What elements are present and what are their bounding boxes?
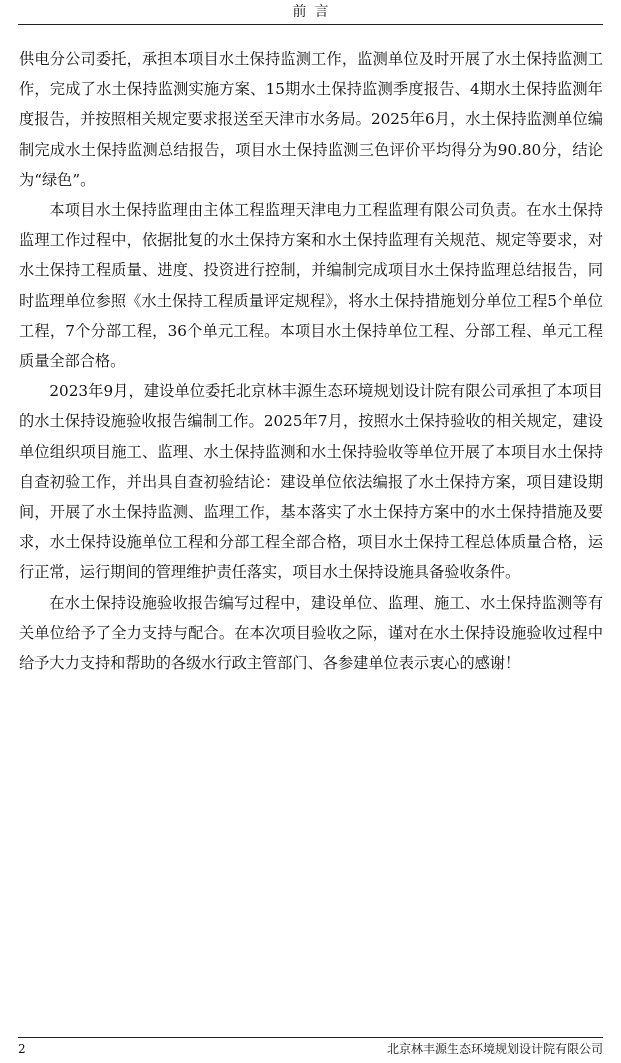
page-header bbox=[18, 0, 603, 25]
body-paragraph: 在水土保持设施验收报告编写过程中，建设单位、监理、施工、水土保持监测等有关单位给予了全力支持与配合。在本次项目验收之际，谨对在水土保持设施验收过程中给予大力支持和帮助的各级水行政主管部门、各参建单位表示衷心的感谢！ bbox=[19, 593, 603, 673]
footer-company-name: 北京林丰源生态环境规划设计院有限公司 bbox=[386, 1042, 603, 1056]
page-number: 2 bbox=[18, 1042, 26, 1056]
page-footer bbox=[18, 1037, 603, 1060]
body-paragraph: 供电分公司委托，承担本项目水土保持监测工作，监测单位及时开展了水土保持监测工作，完成了水土保持监测实施方案、15期水土保持监测季度报告、4期水土保持监测年度报告，并按照相关规定要求报送至天津市水务局。2025年6月，水土保持监测单位编制完成水土保持监测总结报告，项目水土保持监测三色评价平均得分为90.80分，结论为“绿色”。 bbox=[19, 50, 603, 189]
body-paragraph: 2023年9月，建设单位委托北京林丰源生态环境规划设计院有限公司承担了本项目的水土保持设施验收报告编制工作。2025年7月，按照水土保持验收的相关规定，建设单位组织项目施工、监理、水土保持监测和水土保持验收等单位开展了本项目水土保持自查初验工作，并出具自查初验结论：建设单位依法编报了水土保持方案，项目建设期间，开展了水土保持监测、监理工作，基本落实了水土保持方案中的水土保持措施及要求，水土保持设施单位工程和分部工程全部合格，项目水土保持工程总体质量合格，运行正常，运行期间的管理维护责任落实，项目水土保持设施具备验收条件。 bbox=[19, 382, 603, 582]
page-body bbox=[19, 44, 603, 678]
body-paragraph: 本项目水土保持监理由主体工程监理天津电力工程监理有限公司负责。在水土保持监理工作过程中，依据批复的水土保持方案和水土保持监理有关规范、规定等要求，对水土保持工程质量、进度、投资进行控制，并编制完成项目水土保持监理总结报告，同时监理单位参照《水土保持工程质量评定规程》，将水土保持措施划分单位工程5个单位工程，7个分部工程，36个单元工程。本项目水土保持单位工程、分部工程、单元工程质量全部合格。 bbox=[19, 201, 603, 371]
page-title: 前言 bbox=[292, 4, 337, 20]
